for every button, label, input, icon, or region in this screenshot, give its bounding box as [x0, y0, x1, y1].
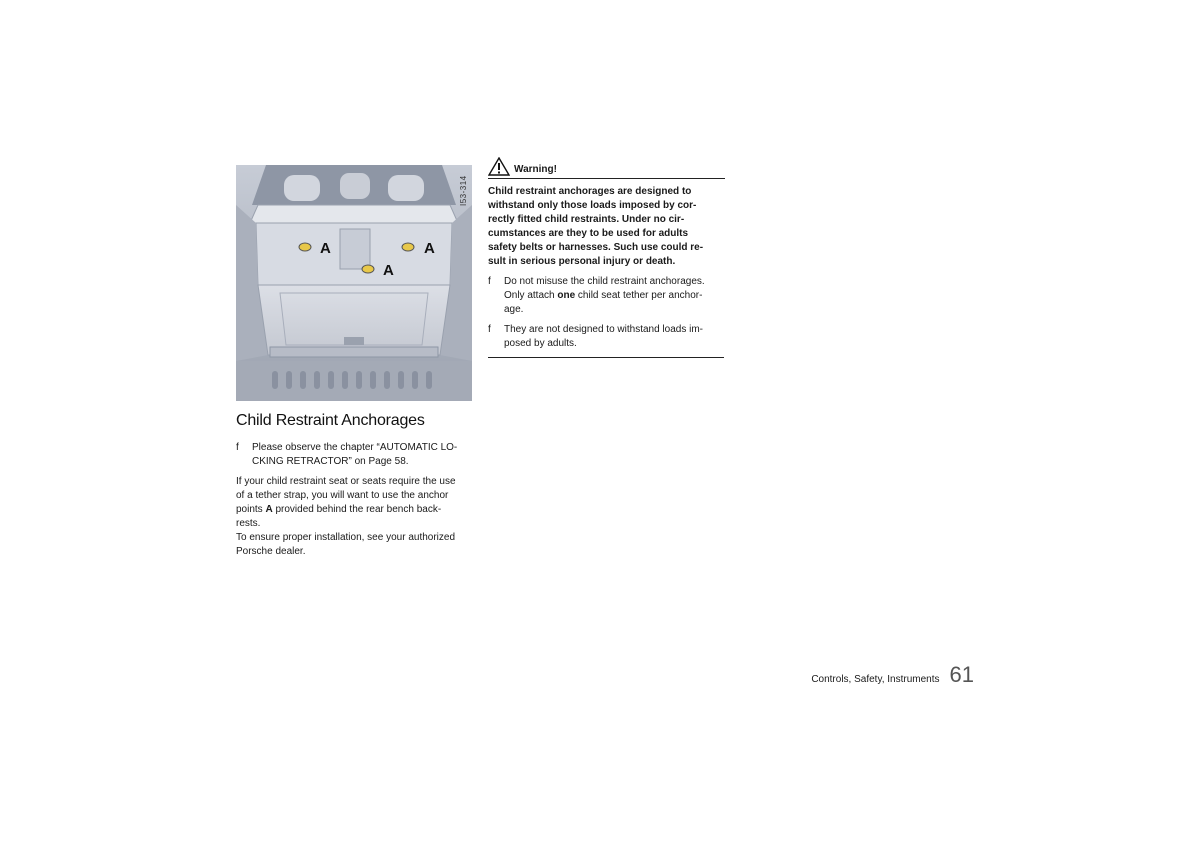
- anchor-label-a3: A: [383, 262, 394, 279]
- warning-line: rectly fitted child restraints. Under no cir-: [488, 214, 685, 225]
- warning-line: Child restraint anchorages are designed to: [488, 186, 692, 197]
- cargo-area-photo: [236, 165, 472, 401]
- bold-word: one: [557, 290, 576, 301]
- cargo-area-illustration: [236, 165, 472, 401]
- section-name: Controls, Safety, Instruments: [811, 674, 940, 685]
- bullet-line: age.: [504, 304, 524, 315]
- warning-line: cumstances are they to be used for adults: [488, 228, 689, 239]
- bullet-line: child seat tether per anchor-: [575, 290, 703, 301]
- list-item: [488, 323, 725, 351]
- page-footer: [811, 662, 974, 688]
- warning-triangle-icon: [488, 157, 510, 176]
- warning-line: withstand only those loads imposed by cor-: [488, 200, 697, 211]
- para-line: points: [236, 504, 266, 515]
- bold-anchor-letter: A: [265, 504, 273, 515]
- list-item: [236, 441, 472, 469]
- bullet-mark: f: [488, 276, 491, 287]
- bullet-line: Please observe the chapter “AUTOMATIC LO-: [252, 442, 458, 453]
- anchor-label-a1: A: [320, 240, 331, 257]
- para-line: provided behind the rear bench back-: [272, 504, 442, 515]
- para-line: Porsche dealer.: [236, 546, 306, 557]
- para-line: If your child restraint seat or seats require the use: [236, 476, 456, 487]
- anchor-label-a2: A: [424, 240, 435, 257]
- figure-code: I53-314: [459, 175, 468, 206]
- bullet-text: [504, 323, 703, 351]
- bullet-mark: f: [488, 324, 491, 335]
- bullet-text: [504, 275, 705, 317]
- left-column: [236, 412, 472, 559]
- bullet-line: posed by adults.: [504, 338, 577, 349]
- bullet-text: [252, 441, 457, 469]
- warning-line: safety belts or harnesses. Such use could re-: [488, 242, 704, 253]
- warning-line: sult in serious personal injury or death.: [488, 256, 676, 267]
- para-line: rests.: [236, 518, 261, 529]
- paragraph: [236, 475, 472, 559]
- warning-bottom-rule: [488, 357, 724, 358]
- bullet-mark: f: [236, 442, 239, 453]
- bullet-line: Only attach: [504, 290, 558, 301]
- bullet-line: Do not misuse the child restraint anchorages.: [504, 276, 705, 287]
- para-line: To ensure proper installation, see your authorized: [236, 532, 456, 543]
- list-item: [488, 275, 725, 317]
- bullet-line: They are not designed to withstand loads im-: [504, 324, 703, 335]
- page-number: 61: [949, 662, 974, 687]
- bullet-line: CKING RETRACTOR” on Page 58.: [252, 456, 409, 467]
- para-line: of a tether strap, you will want to use the anchor: [236, 490, 449, 501]
- warning-header: [488, 157, 725, 179]
- page-title: Child Restraint Anchorages: [236, 412, 425, 429]
- warning-title: Warning!: [514, 164, 557, 175]
- warning-box: [488, 157, 725, 358]
- warning-text: [488, 185, 725, 269]
